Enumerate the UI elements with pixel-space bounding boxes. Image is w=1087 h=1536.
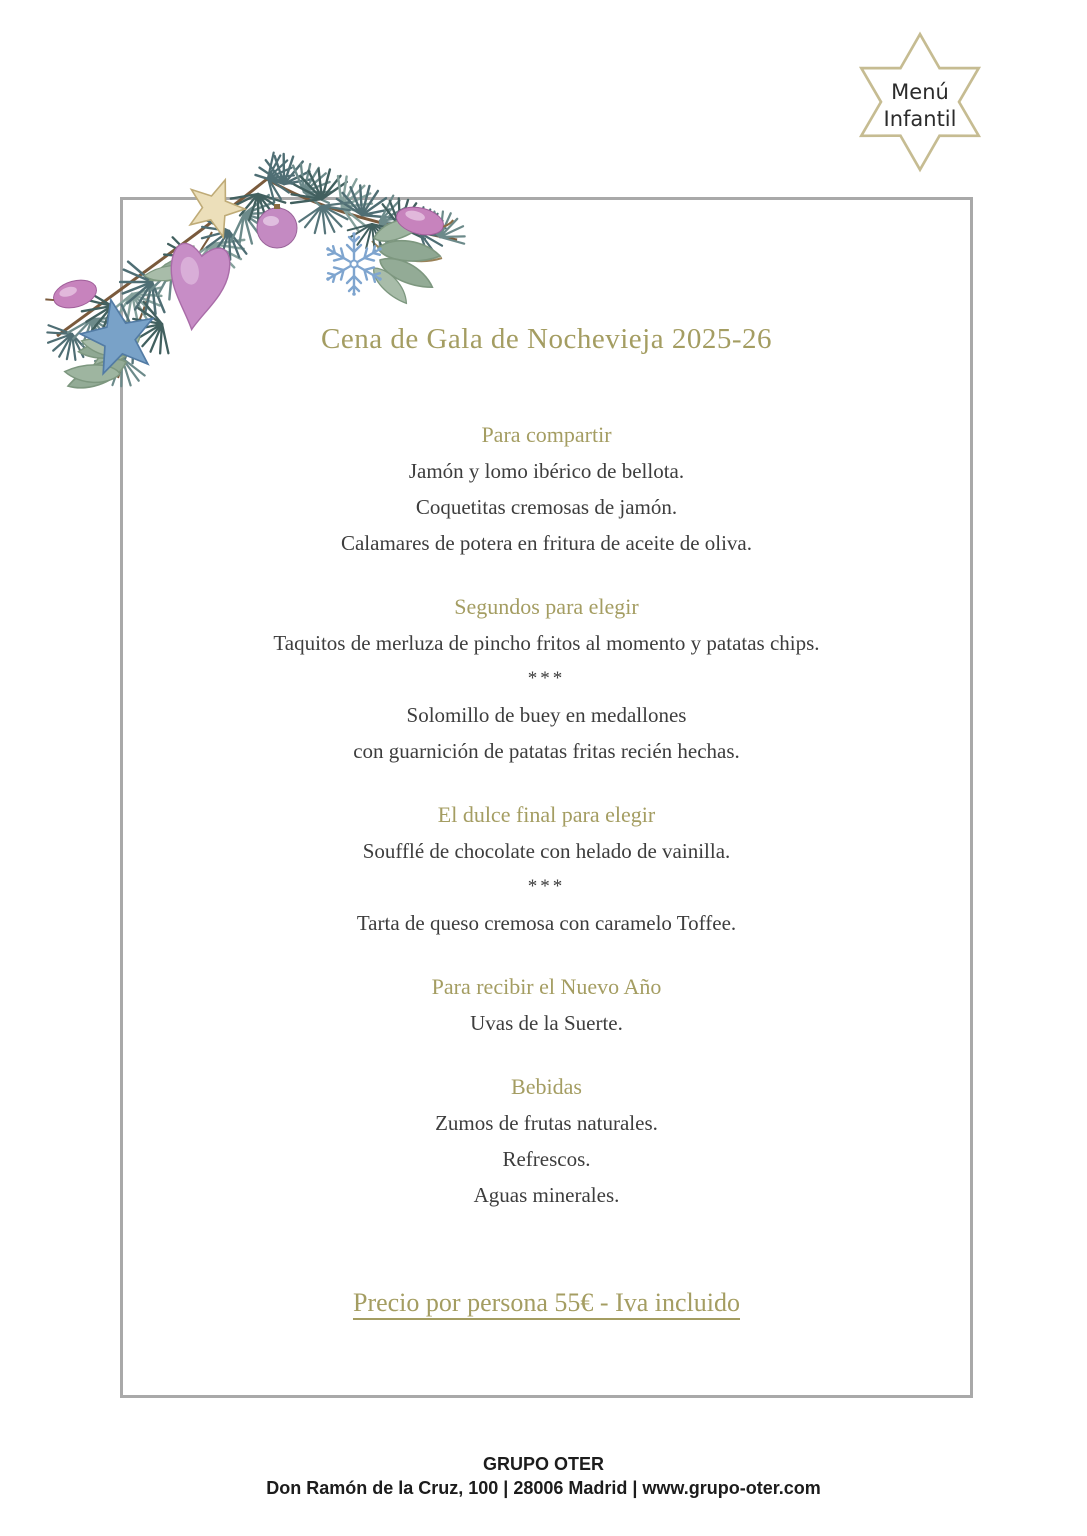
menu-item: Jamón y lomo ibérico de bellota. — [408, 459, 685, 483]
section-heading: El dulce final para elegir — [437, 802, 656, 827]
section-dulce-final — [120, 797, 973, 941]
menu-item: Calamares de potera en fritura de aceite de oliva. — [340, 531, 753, 555]
menu-infantil-badge — [843, 28, 997, 182]
badge-line2: Infantil — [883, 107, 957, 131]
menu-item: Aguas minerales. — [473, 1183, 620, 1207]
section-para-compartir — [120, 417, 973, 561]
section-nuevo-ano — [120, 969, 973, 1041]
price-per-person: Precio por persona 55€ - Iva incluido — [352, 1288, 740, 1317]
section-heading: Para recibir el Nuevo Año — [431, 974, 662, 999]
menu-item: Soufflé de chocolate con helado de vainilla. — [362, 839, 731, 863]
menu-item: Uvas de la Suerte. — [470, 1011, 623, 1035]
menu-item: Coquetitas cremosas de jamón. — [415, 495, 678, 519]
separator-asterisks: *** — [527, 668, 566, 689]
christmas-branch-illustration — [22, 146, 467, 404]
section-heading: Bebidas — [511, 1074, 582, 1099]
badge-label — [843, 28, 997, 182]
badge-line1: Menú — [891, 80, 949, 104]
footer — [0, 1452, 1087, 1500]
menu-item: Taquitos de merluza de pincho fritos al momento y patatas chips. — [273, 631, 820, 655]
menu-item: Refrescos. — [502, 1147, 591, 1171]
section-heading: Segundos para elegir — [454, 594, 639, 619]
menu-item: Tarta de queso cremosa con caramelo Toffee. — [356, 911, 737, 935]
section-segundos — [120, 589, 973, 769]
footer-company-name: GRUPO OTER — [482, 1454, 604, 1474]
separator-asterisks: *** — [527, 876, 566, 897]
menu-item: con guarnición de patatas fritas recién hechas. — [353, 739, 740, 763]
page-title: Cena de Gala de Nochevieja 2025-26 — [320, 323, 773, 355]
menu-item: Zumos de frutas naturales. — [435, 1111, 658, 1135]
footer-address: Don Ramón de la Cruz, 100 | 28006 Madrid | www.grupo-oter.com — [266, 1478, 821, 1498]
section-heading: Para compartir — [481, 422, 612, 447]
pine-branch-icon — [22, 146, 467, 404]
section-bebidas — [120, 1069, 973, 1213]
menu-item: Solomillo de buey en medallones — [406, 703, 687, 727]
